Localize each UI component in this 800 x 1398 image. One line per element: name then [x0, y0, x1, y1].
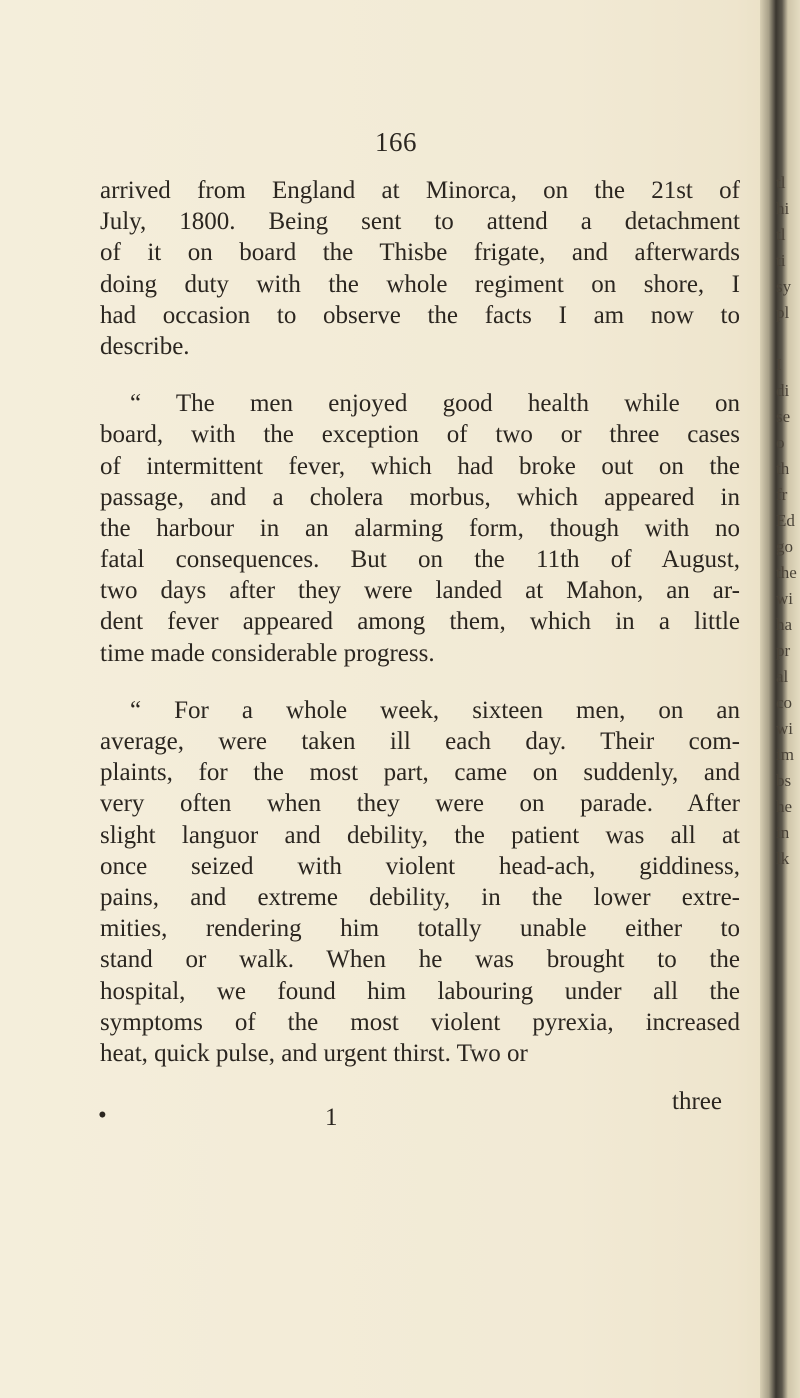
text-line: board, with the exception of two or three cases	[100, 421, 740, 449]
bleed-fragment: se	[776, 407, 791, 426]
text-line: of intermittent fever, which had broke out on the	[100, 452, 740, 480]
bleed-fragment: go	[776, 537, 793, 556]
bleed-fragment: al	[776, 667, 789, 686]
text-line: stand or walk. When he was brought to the	[100, 946, 740, 974]
catchword: three	[672, 1088, 722, 1115]
text-line: “ For a whole week, sixteen men, on an	[130, 696, 740, 724]
bleed-fragment: th	[776, 459, 790, 478]
bleed-fragment: ti	[776, 251, 786, 270]
text-line: passage, and a cholera morbus, which appeared in	[100, 483, 740, 511]
paragraph	[100, 695, 740, 1069]
bleed-fragment: fr	[776, 485, 788, 504]
text-line: once seized with violent head-ach, giddiness,	[100, 852, 740, 880]
facing-page-edge-text	[776, 170, 800, 872]
text-line: two days after they were landed at Mahon, an ar-	[100, 577, 740, 605]
bleed-fragment: bs	[776, 771, 792, 790]
text-line: fatal consequences. But on the 11th of August,	[100, 546, 740, 574]
text-line: July, 1800. Being sent to attend a detachment	[100, 208, 740, 236]
bleed-fragment: Ed	[776, 511, 795, 530]
text-line: pains, and extreme debility, in the lower extre-	[100, 883, 740, 911]
bleed-fragment: tl	[776, 173, 786, 192]
bleed-fragment: pr	[776, 641, 791, 660]
bleed-fragment: hi	[776, 199, 790, 218]
bleed-fragment: o	[776, 433, 785, 452]
bleed-fragment: tl	[776, 225, 786, 244]
bleed-fragment	[776, 326, 800, 352]
bleed-fragment: in	[776, 823, 790, 842]
bleed-fragment: lk	[776, 849, 790, 868]
text-line: had occasion to observe the facts I am now to	[100, 301, 740, 329]
text-line: describe.	[100, 332, 190, 360]
text-line: doing duty with the whole regiment on shore, I	[100, 270, 740, 298]
bleed-fragment: sy	[776, 277, 792, 296]
text-line: slight languor and debility, the patient was all at	[100, 821, 740, 849]
bleed-fragment: wi	[776, 719, 793, 738]
bleed-fragment: ha	[776, 615, 793, 634]
bleed-fragment: I	[776, 355, 782, 374]
text-line: symptoms of the most violent pyrexia, increased	[100, 1008, 740, 1036]
page-number: 166	[375, 127, 417, 157]
text-line: very often when they were on parade. After	[100, 790, 740, 818]
bleed-fragment: im	[776, 745, 794, 764]
bleed-fragment: he	[776, 797, 793, 816]
text-line: of it on board the Thisbe frigate, and afterwards	[100, 239, 740, 267]
bleed-fragment: the	[776, 563, 797, 582]
text-line: hospital, we found him labouring under all the	[100, 977, 740, 1005]
body-text	[100, 175, 740, 1069]
text-line: mities, rendering him totally unable either to	[100, 915, 740, 943]
text-line: “ The men enjoyed good health while on	[130, 390, 740, 418]
paragraph-gap	[100, 669, 740, 695]
text-line: dent fever appeared among them, which in a little	[100, 608, 740, 636]
bleed-fragment: pl	[776, 303, 790, 322]
bleed-fragment: co	[776, 693, 793, 712]
signature-mark: 1	[325, 1104, 338, 1131]
text-line: time made considerable progress.	[100, 639, 435, 667]
text-line: the harbour in an alarming form, though with no	[100, 514, 740, 542]
paragraph-gap	[100, 362, 740, 388]
text-line: plaints, for the most part, came on suddenly, and	[100, 759, 740, 787]
text-line: heat, quick pulse, and urgent thirst. Two or	[100, 1039, 528, 1067]
bleed-fragment: wi	[776, 589, 793, 608]
bleed-fragment: di	[776, 381, 790, 400]
paragraph	[100, 388, 740, 669]
paragraph	[100, 175, 740, 362]
page-footer	[98, 1088, 740, 1136]
text-line: arrived from England at Minorca, on the 21st of	[100, 177, 740, 204]
signature-dot: •	[98, 1102, 107, 1129]
text-line: average, were taken ill each day. Their com-	[100, 728, 740, 755]
